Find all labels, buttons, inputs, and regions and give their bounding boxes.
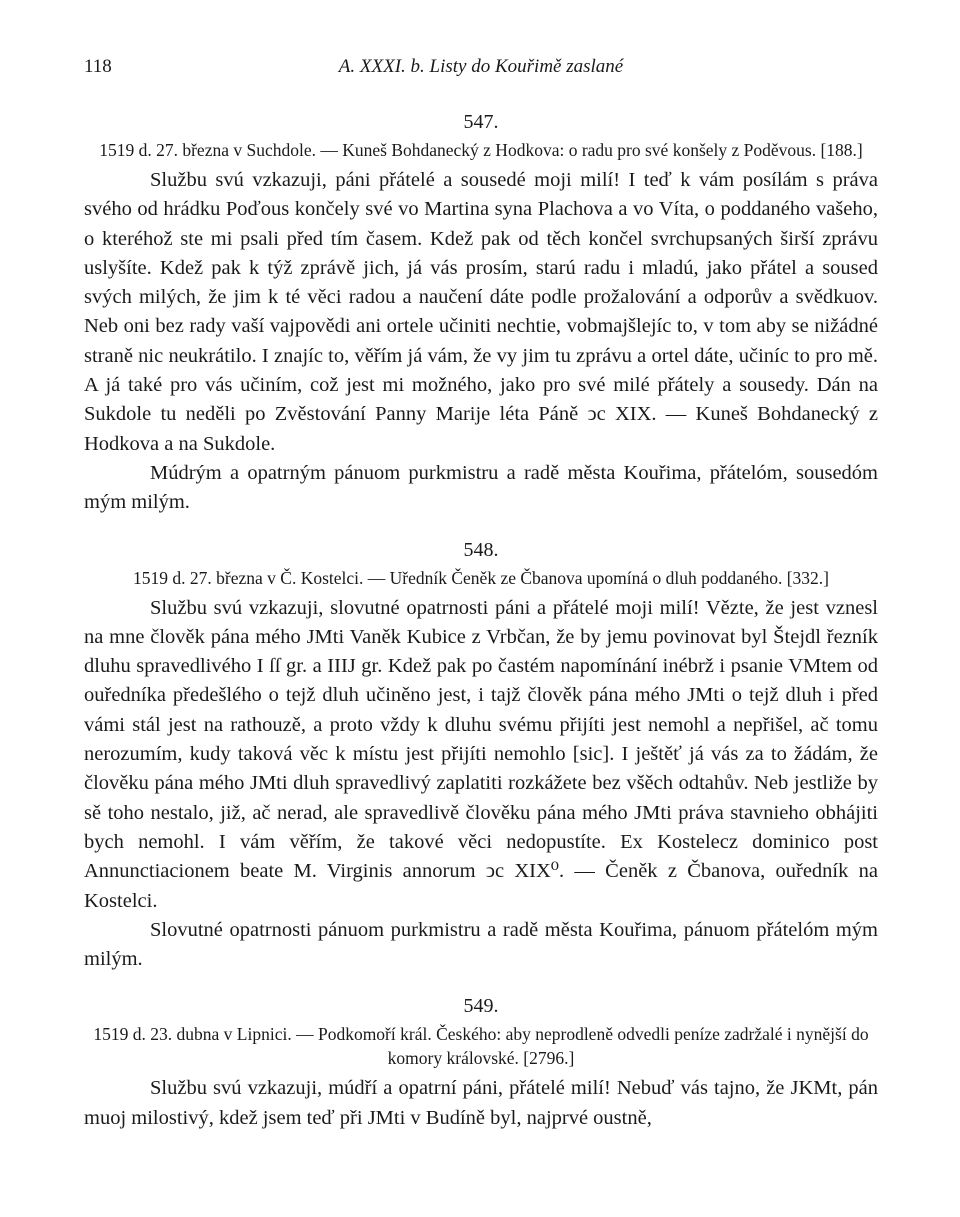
running-title: A. XXXI. b. Listy do Kouřimě zaslané: [338, 56, 624, 77]
letter-body: Službu svú vzkazuji, múdří a opatrní páni, přátelé milí! Nebuď vás tajno, že JKMt, pán muoj milostivý, kdež jsem teď při JMti v Budíně byl, najprvé oustně,: [84, 1077, 878, 1129]
document-number: 547.: [463, 111, 499, 133]
document-548: [84, 536, 878, 975]
letter-body: Službu svú vzkazuji, slovutné opatrnosti páni a přátelé moji milí! Vězte, že jest vznesl na mne člověk pána mého JMti Vaněk Kubice z Vrbčan, že by jemu povinovat byl Štejdl řezník dluhu spravedlivého I ſſ gr. a IIIJ gr. Kdež pak po častém napomínání inébrž i psanie VMtem od ouředníka předešlého o tejž dluh učiněno jest, i tajž člověk pána mého JMti o tejž dluh i před vámi stál jest na rathouzě, a proto vždy k dluhu svému přijíti jest nemohl a nepřišel, ač tomu nerozumím, kudy taková věc k místu jest přijíti nemohlo [sic]. I ještěť já vás za to žádám, že člověku pána mého JMti dluh spravedlivý zaplatiti rozkážete bez všěch odtahův. Neb jestliže by sě toho nestalo, již, ač nerad, ale spravedlivě člověku pána mého JMti práva stavnieho obhájiti bych nemohl. I vám věřím, že takové věci nedopustíte. Ex Kostelecz dominico post Annunctiacionem beate M. Virginis annorum ↄc XIX⁰. — Čeněk z Čbanova, ouředník na Kostelci.: [84, 596, 878, 912]
document-number: 549.: [463, 995, 499, 1018]
document-regest: 1519 d. 23. dubna v Lipnici. — Podkomoří král. Českého: aby neprodleně odvedli peníze zadržalé i nynější do komory královské. [2796.]: [93, 1024, 869, 1069]
document-regest: 1519 d. 27. března v Suchdole. — Kuneš Bohdanecký z Hodkova: o radu pro své konšely z Poděvous. [188.]: [99, 140, 863, 160]
document-549: [84, 992, 878, 1133]
letter-address: Slovutné opatrnosti pánuom purkmistru a radě města Kouřima, pánuom přátelóm mým milým.: [84, 918, 878, 971]
document-547: [84, 108, 878, 518]
letter-address: Múdrým a opatrným pánuom purkmistru a radě města Kouřima, přátelóm, sousedóm mým milým.: [84, 461, 878, 514]
document-number: 548.: [463, 538, 499, 561]
page-number: 118: [84, 56, 112, 77]
page: [84, 56, 878, 1133]
document-regest: 1519 d. 27. března v Č. Kostelci. — Uředník Čeněk ze Čbanova upomíná o dluh poddaného. [332.]: [133, 567, 829, 588]
letter-body: Službu svú vzkazuji, páni přátelé a sousedé moji milí! I teď k vám posílám s práva svého od hrádku Poďous končely své vo Martina syna Plachova a vo Víta, o poddaného vašeho, o kteréhož ste mi psali před tím časem. Kdež pak od těch končel svrchupsaných širší zprávu uslyšíte. Kdež pak k týž zprávě jich, já vás prosím, starú radu i mladú, jako přátel a soused svých milých, že jim k té věci radou a naučení dáte podle prožalování a odporův a svědkuov. Neb oni bez rady vaší vajpovědi ani ortele učiniti nechtie, vobmajšlejíc to, v tom aby se nižádné straně nic neukrátilo. I znajíc to, věřím já vám, že vy jim tu zprávu a ortel dáte, učiníc to pro mě. A já také pro vás učiním, což jest mi možného, jako pro své milé přátely a sousedy. Dán na Sukdole tu neděli po Zvěstování Panny Marije léta Páně ↄc XIX. — Kuneš Bohdanecký z Hodkova a na Sukdole.: [84, 169, 878, 455]
page-header: [84, 56, 878, 90]
